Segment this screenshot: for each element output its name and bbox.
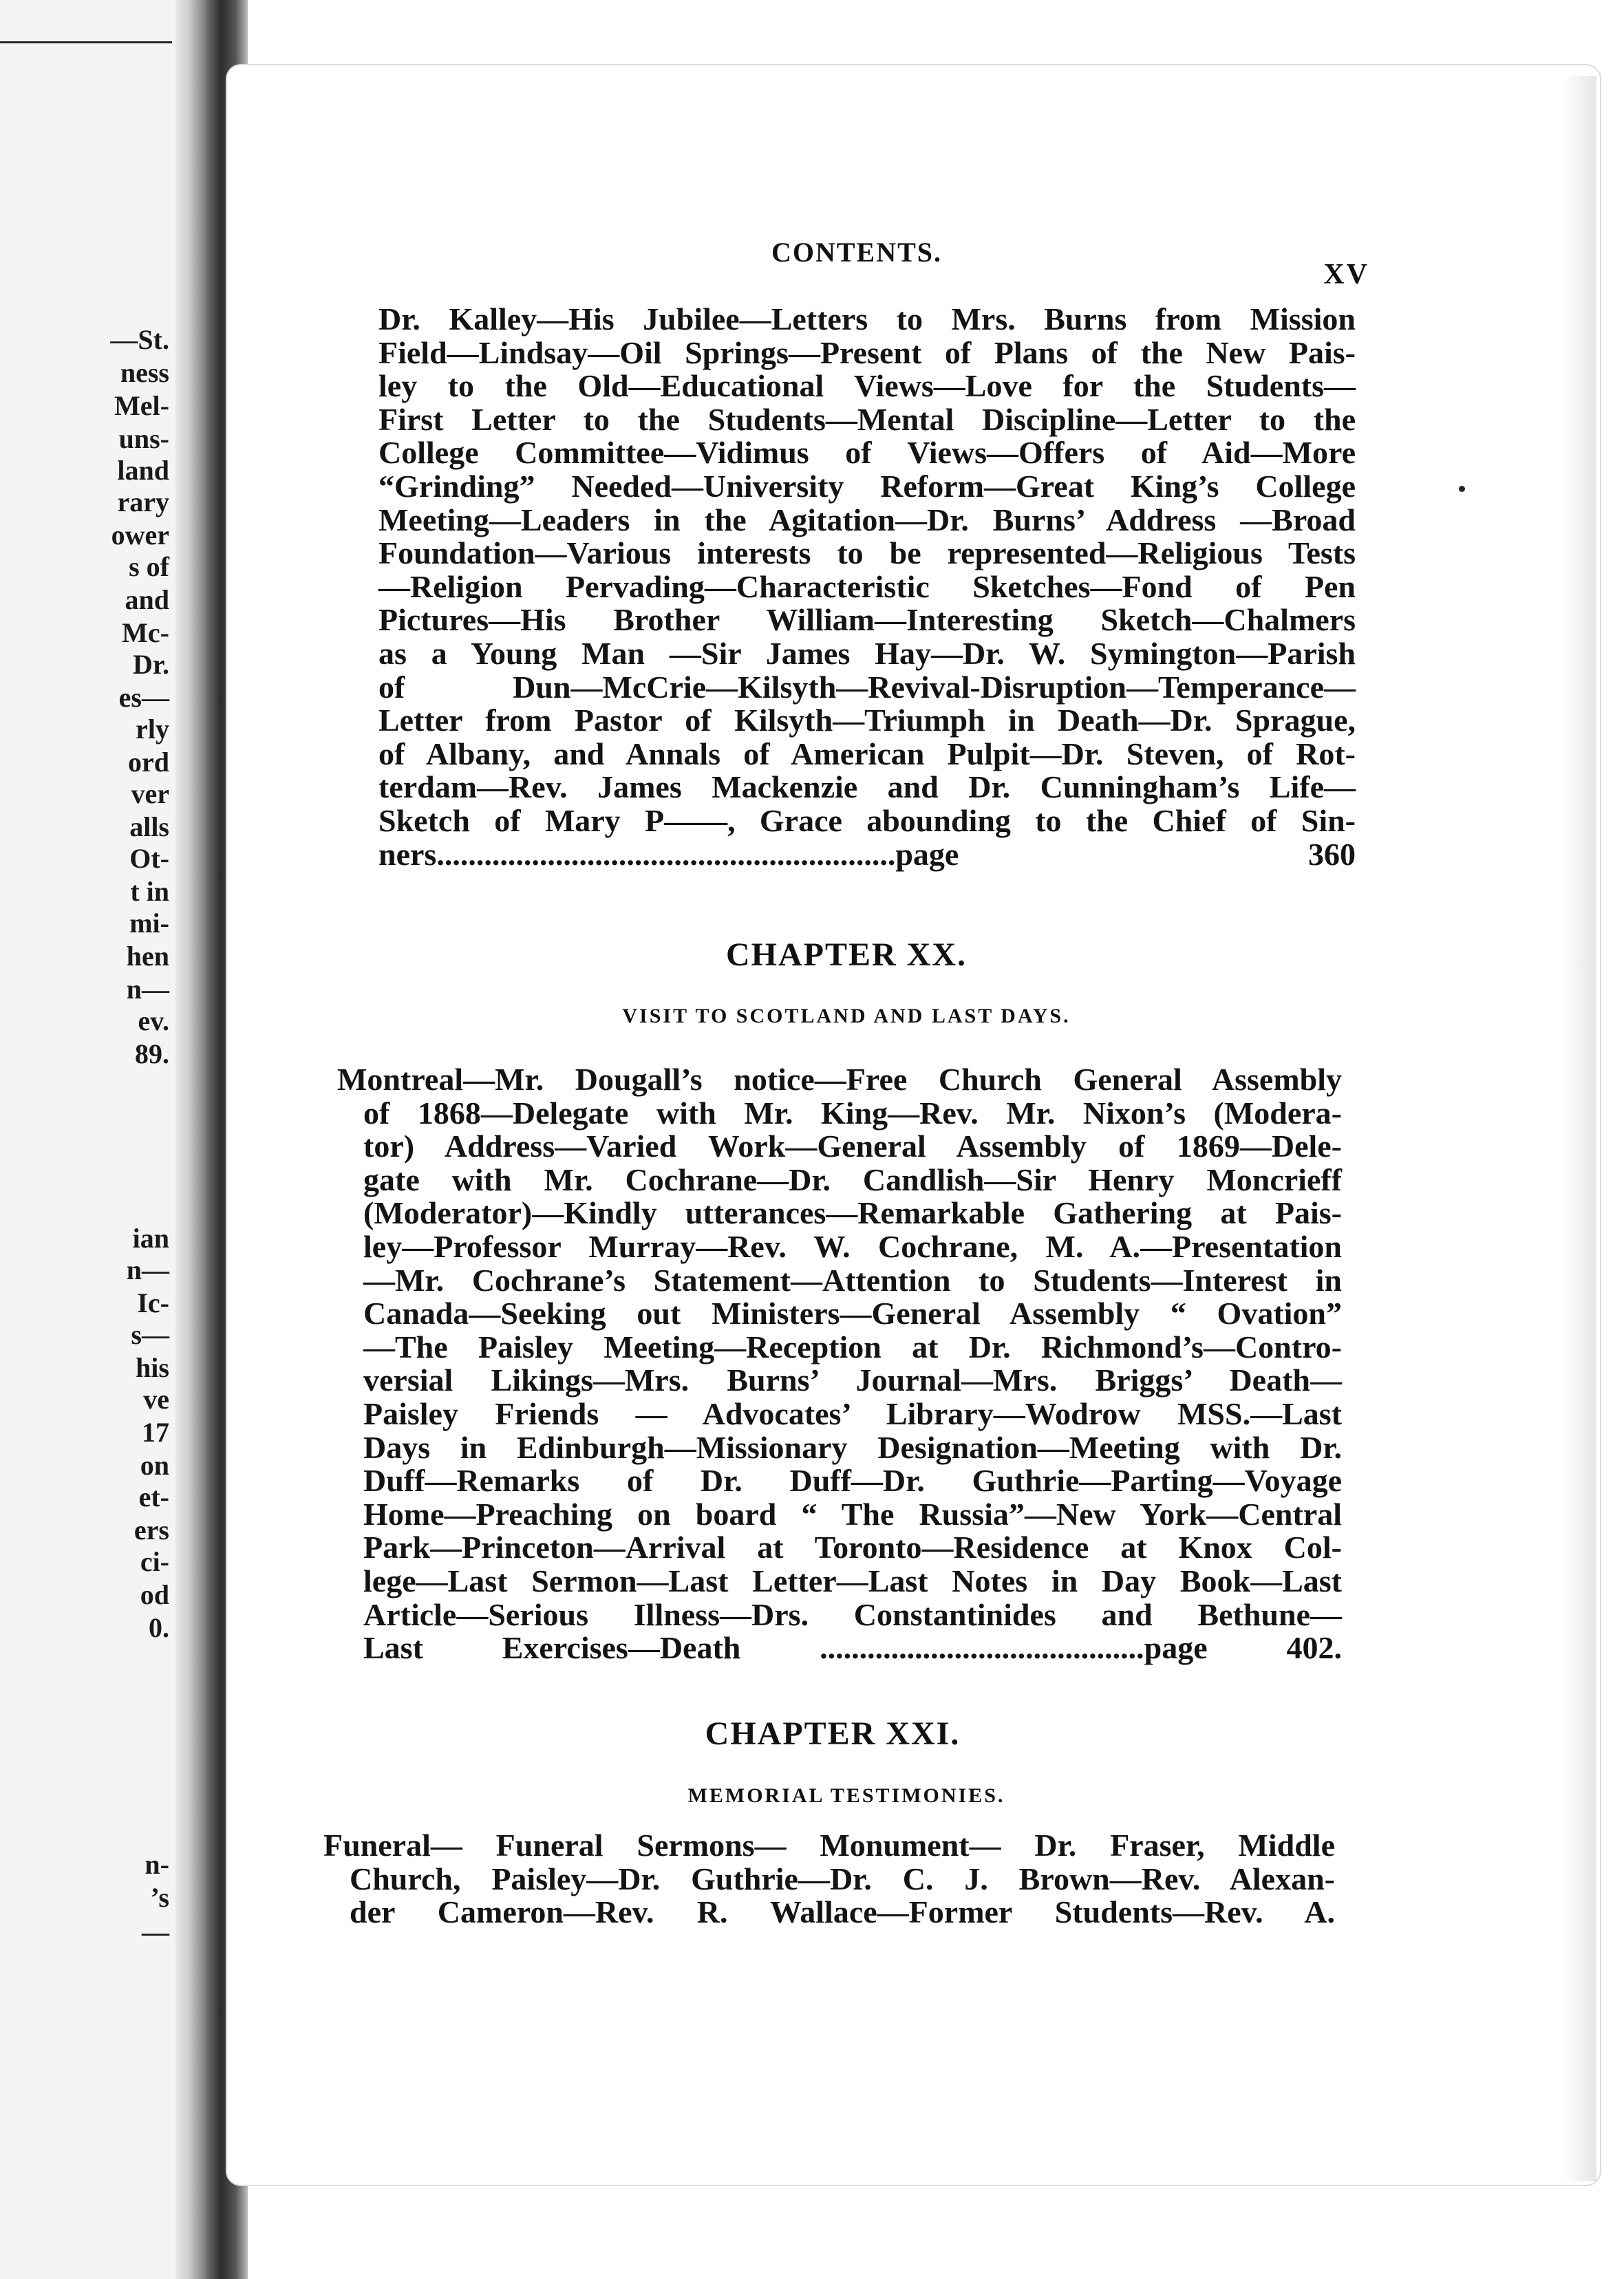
- synopsis-line: Home—Preaching on board “ The Russia”—New York—Central: [363, 1496, 1342, 1532]
- synopsis-line: Field—Lindsay—Oil Springs—Present of Plans of the New Pais-: [378, 334, 1356, 370]
- left-page-fragment: n-: [145, 1849, 169, 1880]
- synopsis-line: tor) Address—Varied Work—General Assembly of 1869—Dele-: [363, 1128, 1342, 1164]
- left-page-fragment: ers: [133, 1515, 169, 1545]
- synopsis-line: Sketch of Mary P——, Grace abounding to the Chief of Sin-: [378, 802, 1356, 838]
- page-edge-shade: [1562, 76, 1596, 2181]
- left-page-fragment: on: [140, 1450, 169, 1481]
- left-page-fragment: alls: [129, 811, 169, 842]
- chapter-20-synopsis: [337, 1063, 1342, 1665]
- synopsis-line: Duff—Remarks of Dr. Duff—Dr. Guthrie—Parting—Voyage: [363, 1463, 1342, 1499]
- left-page-fragment: es—: [118, 682, 169, 713]
- synopsis-line: ners..........................................................page 360: [378, 836, 1356, 872]
- left-page-fragment: ness: [120, 357, 169, 388]
- synopsis-line: “Grinding” Needed—University Reform—Great King’s College: [378, 468, 1356, 504]
- synopsis-line: ley to the Old—Educational Views—Love for the Students—: [378, 368, 1356, 404]
- left-page-fragment: 17: [142, 1417, 169, 1448]
- left-page-fragment: mi-: [129, 908, 169, 939]
- synopsis-line: as a Young Man —Sir James Hay—Dr. W. Symington—Parish: [378, 635, 1356, 671]
- left-page-fragment: rary: [117, 486, 169, 517]
- left-page-fragment: rly: [136, 714, 169, 745]
- synopsis-line: of Albany, and Annals of American Pulpit—Dr. Steven, of Rot-: [378, 736, 1356, 771]
- synopsis-line: Article—Serious Illness—Drs. Constantinides and Bethune—: [363, 1596, 1342, 1632]
- left-page-fragment: ord: [128, 747, 169, 778]
- synopsis-line: College Committee—Vidimus of Views—Offers of Aid—More: [378, 435, 1356, 471]
- left-page-fragment: n—: [126, 974, 169, 1005]
- left-page-fragment: et-: [138, 1481, 169, 1512]
- synopsis-line: Meeting—Leaders in the Agitation—Dr. Burns’ Address —Broad: [378, 502, 1356, 537]
- synopsis-line: ley—Professor Murray—Rev. W. Cochrane, M. A.—Presentation: [363, 1228, 1342, 1264]
- synopsis-line: Letter from Pastor of Kilsyth—Triumph in Death—Dr. Sprague,: [378, 703, 1356, 738]
- synopsis-line: versial Likings—Mrs. Burns’ Journal—Mrs. Briggs’ Death—: [363, 1362, 1342, 1398]
- left-page-fragment: s of: [129, 551, 169, 582]
- left-page-fragment: ian: [132, 1223, 169, 1254]
- left-page-fragment: ower: [111, 520, 169, 550]
- left-page-fragment: Mel-: [114, 390, 169, 421]
- left-page-fragment: s—: [131, 1319, 169, 1350]
- chapter-21-heading: CHAPTER XXI.: [705, 1715, 961, 1752]
- left-page-fragment: Ic-: [137, 1287, 169, 1318]
- synopsis-line: terdam—Rev. James Mackenzie and Dr. Cunningham’s Life—: [378, 769, 1356, 805]
- left-facing-page: [0, 0, 206, 2279]
- chapter-20-heading: CHAPTER XX.: [725, 937, 967, 973]
- ink-speck: [1459, 486, 1465, 492]
- synopsis-line: —Mr. Cochrane’s Statement—Attention to Students—Interest in: [363, 1262, 1342, 1298]
- synopsis-line: der Cameron—Rev. R. Wallace—Former Students—Rev. A.: [350, 1894, 1335, 1930]
- left-page-fragment: Ot-: [129, 843, 169, 874]
- left-page-fragment: land: [117, 455, 169, 486]
- synopsis-line: (Moderator)—Kindly utterances—Remarkable Gathering at Pais-: [363, 1195, 1342, 1231]
- page-number: XV: [1323, 259, 1369, 290]
- left-page-fragment: ev.: [138, 1005, 169, 1036]
- synopsis-line: First Letter to the Students—Mental Discipline—Letter to the: [378, 401, 1356, 437]
- left-page-fragment: uns-: [118, 423, 169, 454]
- synopsis-line: Church, Paisley—Dr. Guthrie—Dr. C. J. Brown—Rev. Alexan-: [350, 1861, 1335, 1896]
- left-page-fragment: n—: [126, 1254, 169, 1285]
- left-page-fragment: ci-: [140, 1546, 169, 1577]
- left-page-fragment: ver: [131, 778, 169, 809]
- synopsis-line: of 1868—Delegate with Mr. King—Rev. Mr. Nixon’s (Modera-: [363, 1095, 1342, 1131]
- synopsis-line: Foundation—Various interests to be represented—Religious Tests: [378, 535, 1356, 571]
- chapter-19-synopsis-continued: [378, 303, 1356, 871]
- left-page-fragment: —: [142, 1916, 169, 1947]
- synopsis-line: Days in Edinburgh—Missionary Designation—Meeting with Dr.: [363, 1429, 1342, 1465]
- left-page-fragment: od: [140, 1579, 169, 1610]
- synopsis-line: gate with Mr. Cochrane—Dr. Candlish—Sir Henry Moncrieff: [363, 1162, 1342, 1197]
- synopsis-line: Paisley Friends — Advocates’ Library—Wodrow MSS.—Last: [363, 1395, 1342, 1431]
- synopsis-line: of Dun—McCrie—Kilsyth—Revival-Disruption—Temperance—: [378, 669, 1356, 705]
- synopsis-line: Funeral— Funeral Sermons— Monument— Dr. Fraser, Middle: [323, 1828, 1335, 1863]
- left-page-fragment: 89.: [135, 1038, 169, 1069]
- synopsis-line: Pictures—His Brother William—Interesting Sketch—Chalmers: [378, 602, 1356, 638]
- synopsis-line: lege—Last Sermon—Last Letter—Last Notes in Day Book—Last: [363, 1563, 1342, 1598]
- chapter-21-synopsis: [323, 1829, 1335, 1929]
- page-fold-shadow: [175, 0, 206, 2279]
- chapter-20-subtitle: VISIT TO SCOTLAND AND LAST DAYS.: [622, 1005, 1071, 1027]
- synopsis-line: Montreal—Mr. Dougall’s notice—Free Church General Assembly: [337, 1062, 1342, 1097]
- left-page-fragment: hen: [126, 941, 169, 972]
- left-page-fragment: Mc-: [122, 617, 169, 648]
- synopsis-line: Dr. Kalley—His Jubilee—Letters to Mrs. Burns from Mission: [378, 301, 1356, 336]
- left-page-fragment: ve: [143, 1384, 169, 1415]
- page-edge-line: [0, 41, 172, 43]
- synopsis-line: Canada—Seeking out Ministers—General Assembly “ Ovation”: [363, 1296, 1342, 1331]
- left-page-fragment: t in: [130, 876, 169, 907]
- synopsis-line: Park—Princeton—Arrival at Toronto—Residence at Knox Col-: [363, 1530, 1342, 1565]
- synopsis-line: —Religion Pervading—Characteristic Sketches—Fond of Pen: [378, 568, 1356, 604]
- left-page-fragment: his: [136, 1352, 169, 1383]
- left-page-fragment: 0.: [149, 1612, 169, 1643]
- left-page-fragment: —St.: [110, 324, 169, 355]
- synopsis-line: Last Exercises—Death .........................................page 402.: [363, 1630, 1342, 1666]
- left-page-fragment: ’s: [150, 1882, 169, 1913]
- synopsis-line: —The Paisley Meeting—Reception at Dr. Richmond’s—Contro-: [363, 1329, 1342, 1365]
- left-page-fragment: and: [125, 584, 169, 615]
- left-page-fragment: Dr.: [133, 649, 169, 680]
- chapter-21-subtitle: MEMORIAL TESTIMONIES.: [687, 1784, 1005, 1807]
- running-head: CONTENTS.: [771, 237, 943, 268]
